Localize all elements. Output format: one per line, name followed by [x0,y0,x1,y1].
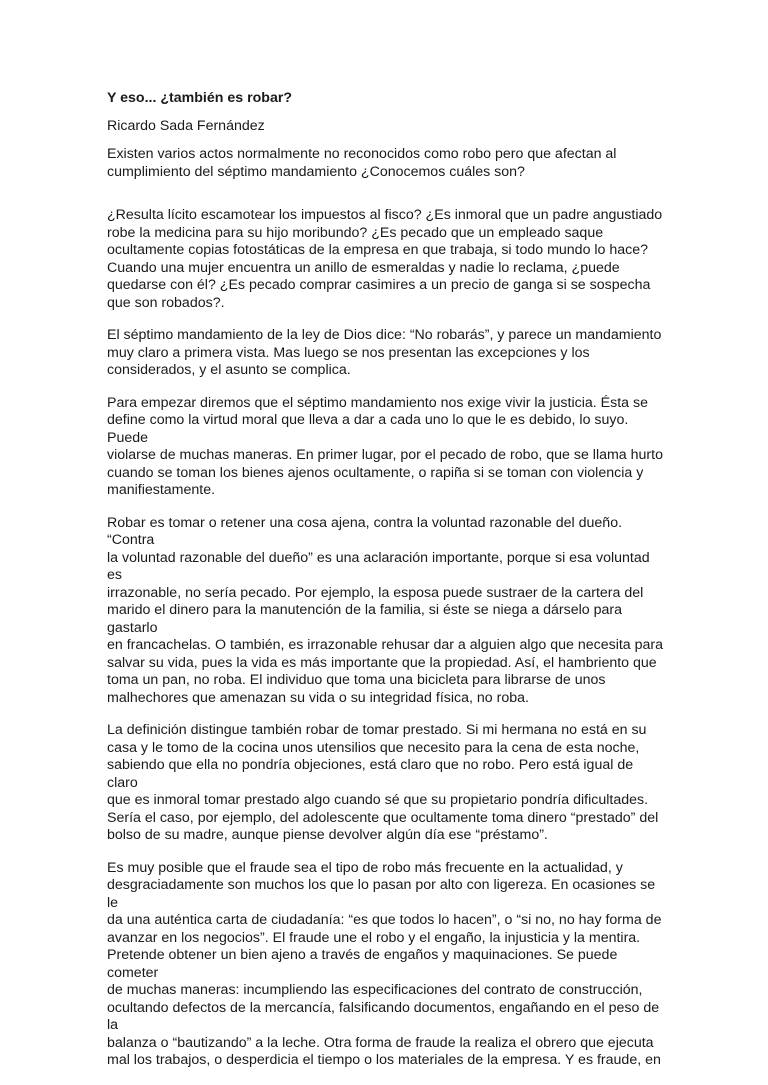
body-paragraph: La definición distingue también robar de tomar prestado. Si mi hermana no está en su casa y le tomo de la cocina unos utensilios que necesito para la cena de esta noche, sabiendo que ella no pondría objeciones, está claro que no robo. Pero está igual de claro que es inmoral tomar prestado algo cuando sé que su propietario pondría dificultades. Sería el caso, por ejemplo, del adolescente que ocultamente toma dinero “prestado” del bolso de su madre, aunque piense devolver algún día ese “préstamo”. [107,722,659,843]
body-paragraph: ¿Resulta lícito escamotear los impuestos al fisco? ¿Es inmoral que un padre angustiado robe la medicina para su hijo moribundo? ¿Es pecado que un empleado saque ocultamente copias fotostáticas de la empresa en que trabaja, si todo mundo lo hace? Cuando una mujer encuentra un anillo de esmeraldas y nadie lo reclama, ¿puede quedarse con él? ¿Es pecado comprar casimires a un precio de ganga si se sospecha que son robados?. [107,207,663,311]
body-paragraph: Robar es tomar o retener una cosa ajena, contra la voluntad razonable del dueño. “Contra la voluntad razonable del dueño” es una aclaración importante, porque si esa voluntad es irrazonable, no sería pecado. Por ejemplo, la esposa puede sustraer de la cartera del marido el dinero para la manutención de la familia, si éste se niega a dárselo para gastarlo en francachelas. O también, es irrazonable rehusar dar a alguien algo que necesita para salvar su vida, pues la vida es más importante que la propiedad. Así, el hambriento que toma un pan, no roba. El individuo que toma una bicicleta para librarse de unos malhechores que amenazan su vida o su integridad física, no roba. [107,514,664,706]
intro-paragraph: Existen varios actos normalmente no reconocidos como robo pero que afectan al cumplimiento del séptimo mandamiento ¿Conocemos cuáles son? [107,146,617,180]
body-paragraph: El séptimo mandamiento de la ley de Dios dice: “No robarás”, y parece un mandamiento muy claro a primera vista. Mas luego se nos presentan las excepciones y los considerados, y el asunto se complica. [107,327,662,378]
document-body [107,90,667,1085]
document-author: Ricardo Sada Fernández [107,117,265,134]
document-title: Y eso... ¿también es robar? [107,90,293,106]
body-paragraph: Para empezar diremos que el séptimo mandamiento nos exige vivir la justicia. Ésta se define como la virtud moral que lleva a dar a cada uno lo que le es debido, lo suyo. Puede violarse de muchas maneras. En primer lugar, por el pecado de robo, que se llama hurto cuando se toman los bienes ajenos ocultamente, o rapiña si se toman con violencia y manifiestamente. [107,394,663,498]
body-paragraph: Es muy posible que el fraude sea el tipo de robo más frecuente en la actualidad, y desgraciadamente son muchos los que lo pasan por alto con ligereza. En ocasiones se le da una auténtica carta de ciudadanía: “es que todos lo hacen”, o “si no, no hay forma de avanzar en los negocios”. El fraude une el robo y el engaño, la injusticia y la mentira. Pretende obtener un bien ajeno a través de engaños y maquinaciones. Se puede cometer de muchas maneras: incumpliendo las especificaciones del contrato de construcción, ocultando defectos de la mercancía, falsificando documentos, engañando en el peso de la balanza o “bautizando” a la leche. Otra forma de fraude la realiza el obrero que ejecuta mal los trabajos, o desperdicia el tiempo o los materiales de la empresa. Y es fraude, en [107,859,662,1068]
